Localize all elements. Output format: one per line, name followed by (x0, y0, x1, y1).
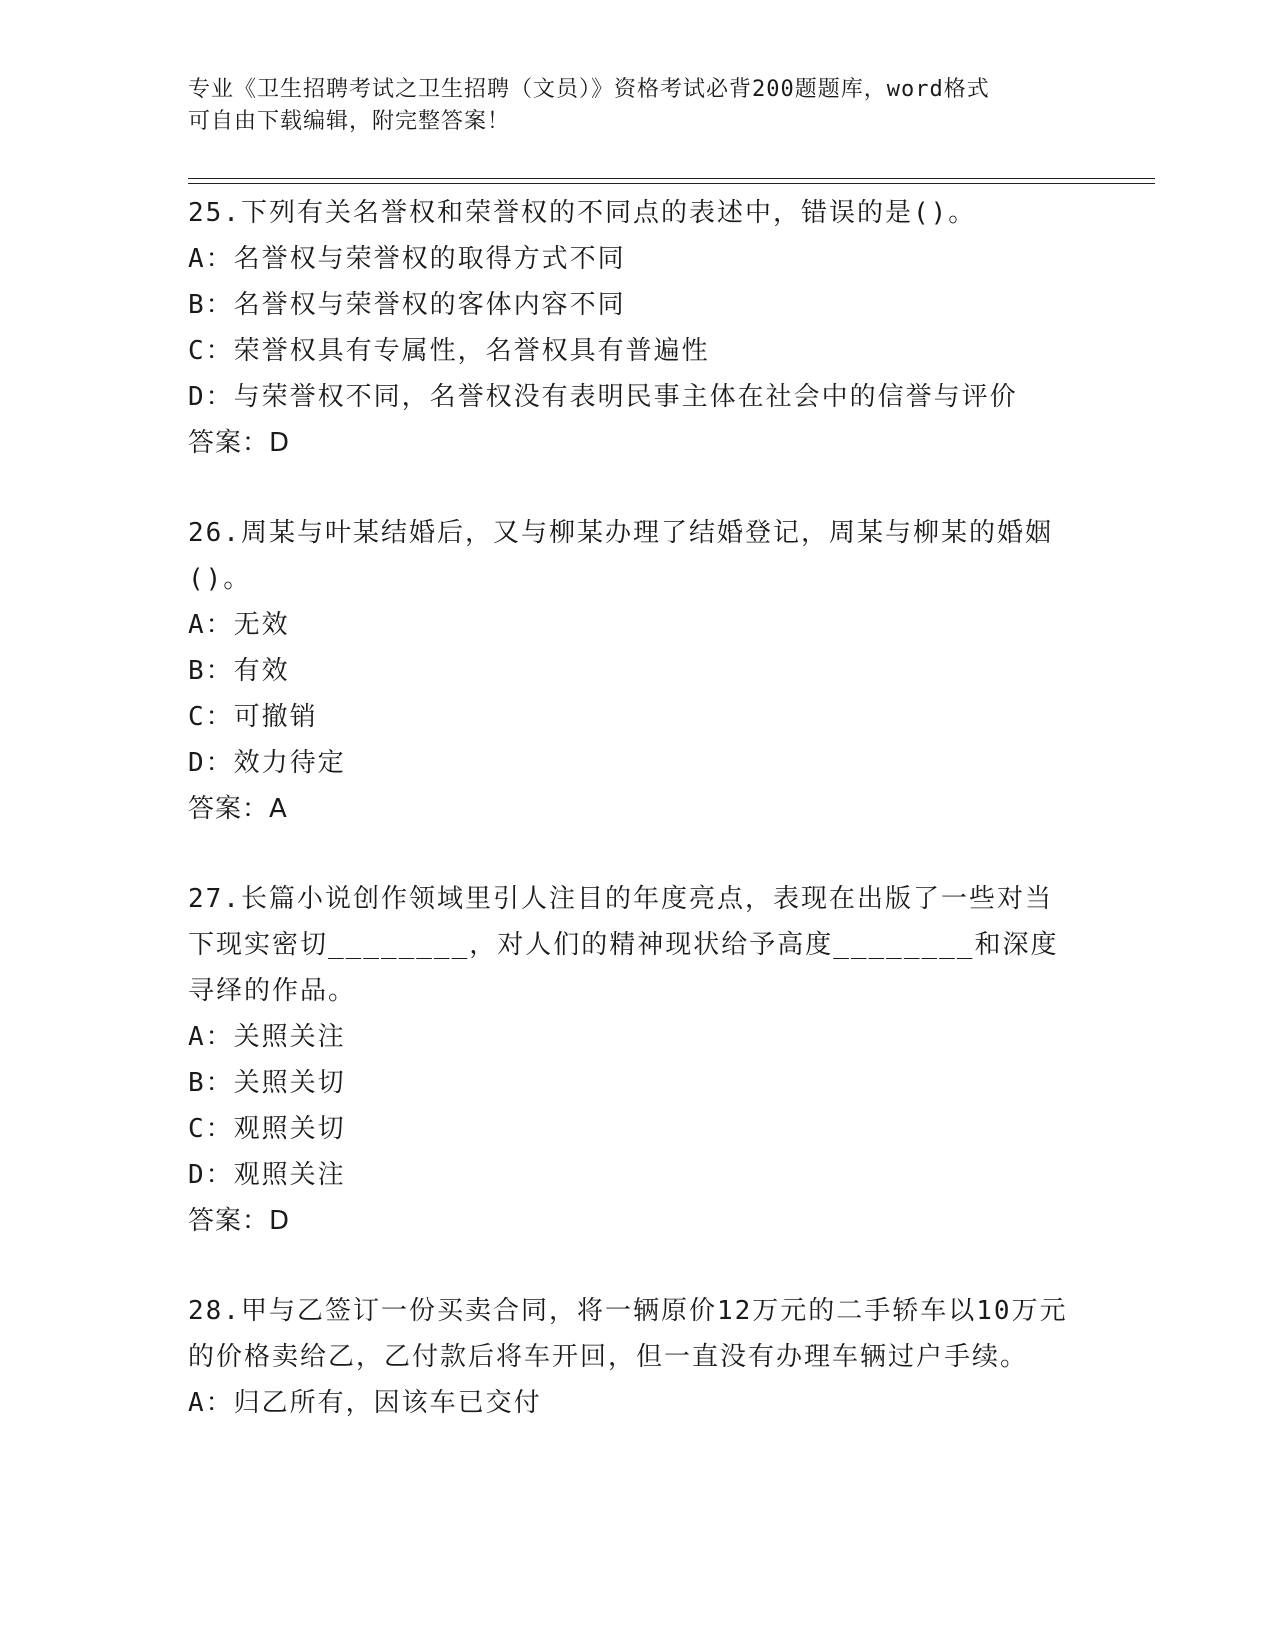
option-d: D：观照关注 (188, 1160, 346, 1190)
option-c: C：可撤销 (188, 702, 318, 732)
question-text: 28.甲与乙签订一份买卖合同，将一辆原价12万元的二手轿车以10万元的价格卖给乙，乙付款后将车开回，但一直没有办理车辆过户手续。 (188, 1296, 1068, 1372)
question-list (188, 190, 1068, 1426)
question-text: 27.长篇小说创作领域里引人注目的年度亮点，表现在出版了一些对当下现实密切________，对人们的精神现状给予高度________和深度寻绎的作品。 (188, 884, 1059, 1006)
option-c: C：观照关切 (188, 1114, 346, 1144)
question-text: 26.周某与叶某结婚后，又与柳某办理了结婚登记，周某与柳某的婚姻()。 (188, 518, 1053, 594)
option-b: B：名誉权与荣誉权的客体内容不同 (188, 290, 626, 320)
header-divider-top (188, 178, 1155, 179)
question-27 (188, 876, 1068, 1244)
answer-label: 答案：D (188, 1206, 291, 1236)
option-d: D：与荣誉权不同，名誉权没有表明民事主体在社会中的信誉与评价 (188, 382, 1018, 412)
option-a: A：名誉权与荣誉权的取得方式不同 (188, 244, 626, 274)
question-28 (188, 1288, 1068, 1426)
answer-label: 答案：A (188, 794, 288, 824)
option-b: B：关照关切 (188, 1068, 346, 1098)
option-d: D：效力待定 (188, 748, 346, 778)
document-header (188, 74, 1068, 138)
answer-label: 答案：D (188, 428, 291, 458)
option-a: A：归乙所有，因该车已交付 (188, 1388, 542, 1418)
question-26 (188, 510, 1068, 832)
option-b: B：有效 (188, 656, 290, 686)
question-text: 25.下列有关名誉权和荣誉权的不同点的表述中，错误的是()。 (188, 198, 977, 228)
header-divider-bottom (188, 183, 1155, 184)
header-line-2: 可自由下载编辑，附完整答案！ (188, 109, 511, 134)
option-a: A：无效 (188, 610, 290, 640)
question-25 (188, 190, 1068, 466)
option-a: A：关照关注 (188, 1022, 346, 1052)
option-c: C：荣誉权具有专属性，名誉权具有普遍性 (188, 336, 710, 366)
header-line-1: 专业《卫生招聘考试之卫生招聘（文员）》资格考试必背200题题库，word格式 (188, 77, 990, 102)
